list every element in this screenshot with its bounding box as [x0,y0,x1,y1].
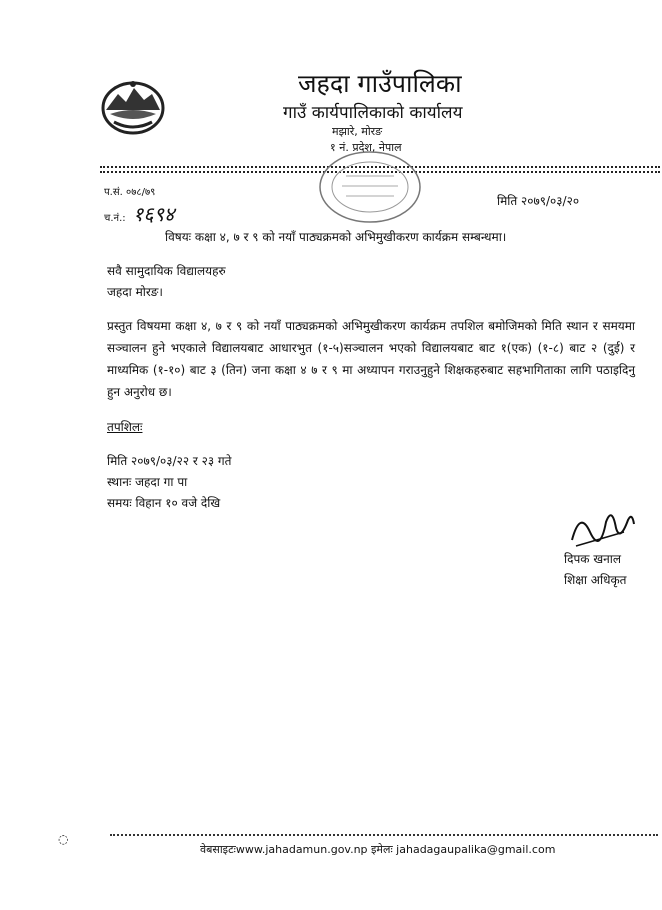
ref-cn-label: च.नं.: [104,213,126,224]
handwritten-signature [568,502,638,550]
addressee-line-2: जहदा मोरङ। [107,285,163,299]
signatory-name: दिपक खनाल [564,552,622,566]
signatory-title: शिक्षा अधिकृत [564,573,627,587]
reference-number [104,184,155,198]
letter-subject: विषयः कक्षा ४, ७ र ९ को नयाँ पाठ्यक्रमको अभिमुखीकरण कार्यक्रम सम्बन्धमा। [165,230,507,244]
letterhead-province: १ नं. प्रदेश, नेपाल [330,141,402,154]
dispatch-number [104,200,174,227]
detail-time: समयः विहान १० वजे देखि [107,496,221,510]
footer-contact: वेबसाइटःwww.jahadamun.gov.np इमेलः jahadagaupalika@gmail.com [200,843,556,856]
letter-body: प्रस्तुत विषयमा कक्षा ४, ७ र ९ को नयाँ पाठ्यक्रमको अभिमुखीकरण कार्यक्रम तपशिल बमोजिमको मिति स्थान र समयमा सञ्चालन हुने भएकाले विद्यालयबाट आधारभुत (१-५)सञ्चालन भएको विद्यालयबाट बाट १(एक) (१-८) बाट २ (दुई) र माध्यमिक (१-१०) बाट ३ (तिन) जना कक्षा ४ ७ र ९ मा अध्यापन गराउनुहुने शिक्षकहरुबाट सहभागिताका लागि पठाइदिनु हुन अनुरोध छ। [107,319,635,399]
footer-divider [110,834,658,836]
detail-venue: स्थानः जहदा गा पा [107,475,188,489]
addressee-line-1: सवै सामुदायिक विद्यालयहरु [107,264,226,278]
letter-date: मिति २०७९/०३/२० [497,194,580,208]
detail-date: मिति २०७९/०३/२२ र २३ गते [107,454,232,468]
letterhead-location: मझारे, मोरङ [332,125,383,138]
ref-ps-value: ०७८/७९ [126,187,156,198]
government-emblem-icon [100,80,166,138]
details-heading: तपशिलः [107,420,143,434]
scan-mark-icon: ◌ [58,832,69,846]
office-stamp-icon [318,150,423,225]
ref-cn-value: १६९४ [132,202,175,226]
letterhead-title: जहदा गाउँपालिका [298,69,462,98]
ref-ps-label: प.सं. [104,187,123,198]
letterhead-office: गाउँ कार्यपालिकाको कार्यालय [283,103,463,123]
